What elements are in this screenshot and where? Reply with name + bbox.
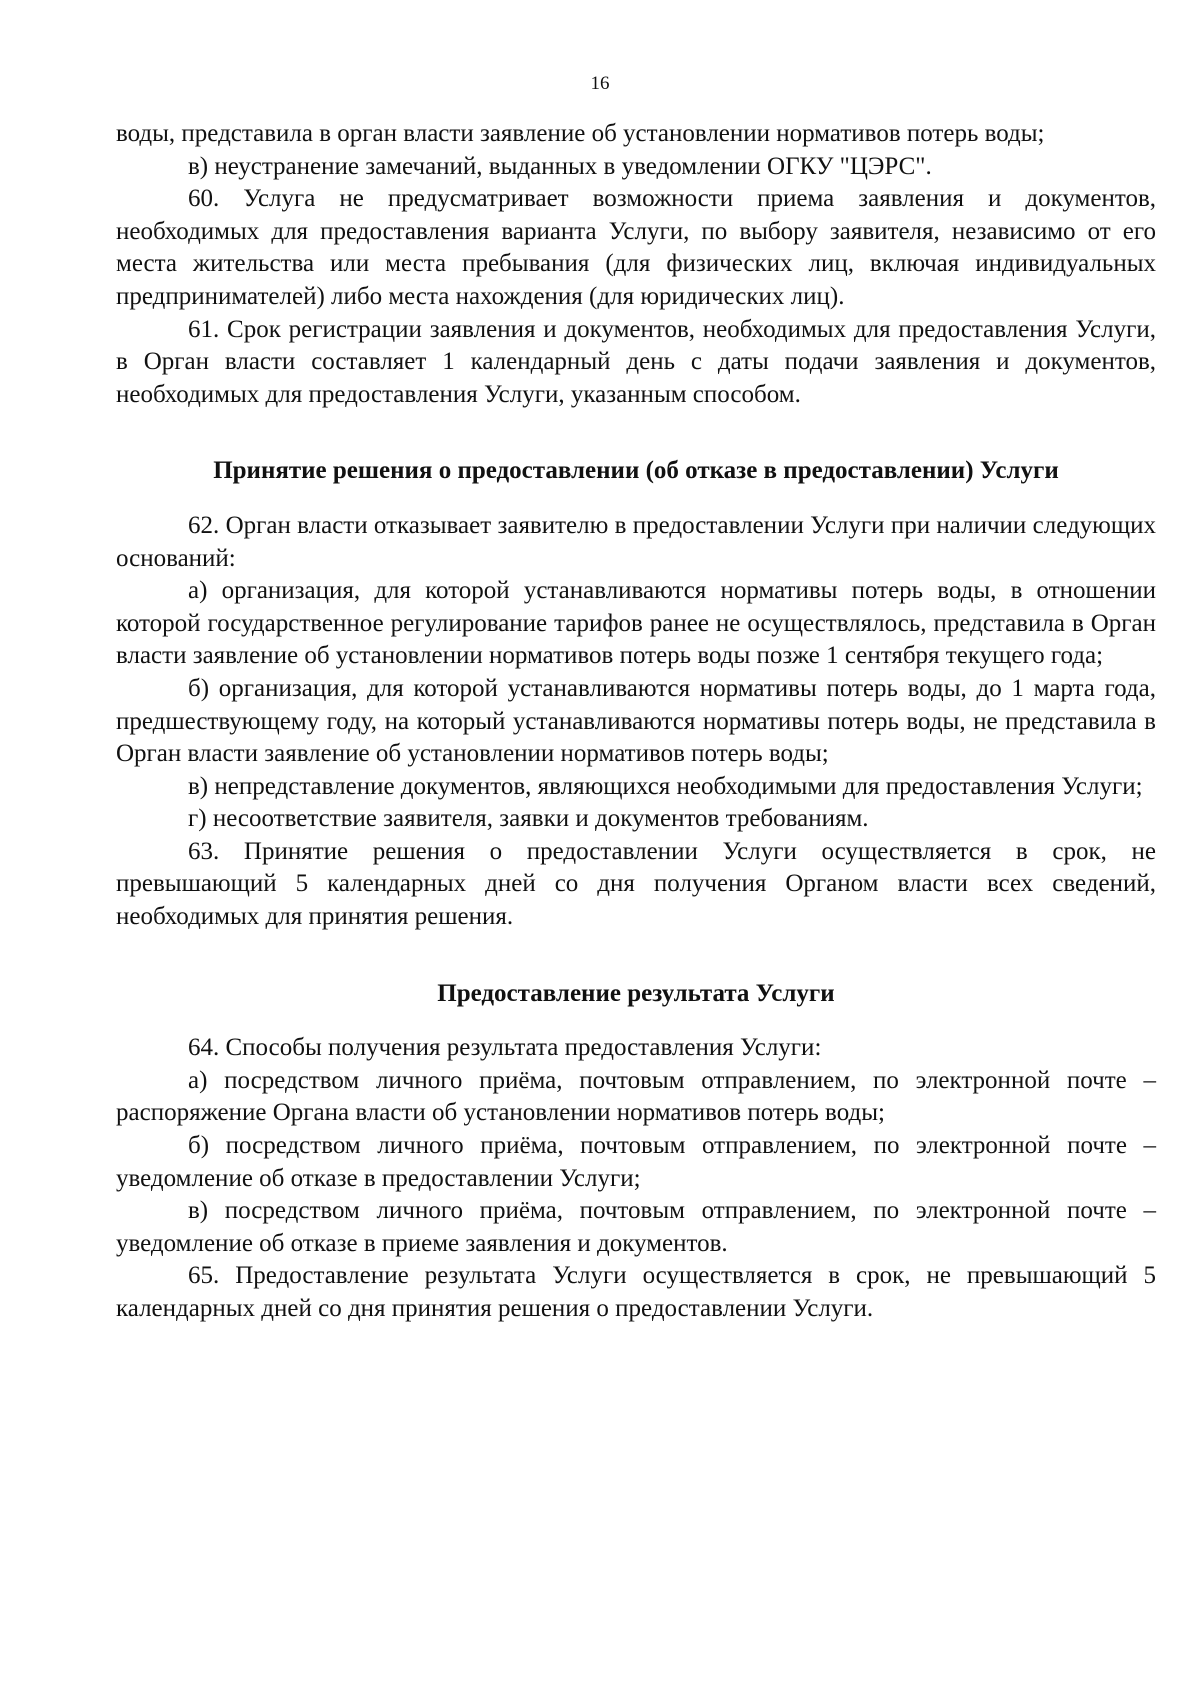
paragraph-61: 61. Срок регистрации заявления и документов, необходимых для предоставления Услуги, в Орган власти составляет 1 календарный день с даты подачи заявления и документов, необходимых для предоставления Услуги, указанным способом. <box>116 315 1156 408</box>
paragraph-62-v: в) непредставление документов, являющихся необходимыми для предоставления Услуги; <box>188 772 1143 800</box>
paragraph-64: 64. Способы получения результата предоставления Услуги: <box>188 1034 822 1062</box>
paragraph-64-b: б) посредством личного приёма, почтовым отправлением, по электронной почте – уведомление об отказе в предоставлении Услуги; <box>116 1132 1156 1192</box>
paragraph-64-v: в) посредством личного приёма, почтовым отправлением, по электронной почте – уведомление об отказе в приеме заявления и документов. <box>116 1197 1156 1257</box>
section-heading-result: Предоставление результата Услуги <box>437 979 835 1007</box>
page-number: 16 <box>590 73 610 94</box>
paragraph-64-a: а) посредством личного приёма, почтовым отправлением, по электронной почте – распоряжение Органа власти об установлении нормативов потерь воды; <box>116 1066 1156 1127</box>
document-body <box>116 118 1156 1326</box>
paragraph-62-b: б) организация, для которой устанавливаются нормативы потерь воды, до 1 марта года, предшествующему году, на который устанавливаются нормативы потерь воды, не представила в Орган власти заявление об установлении нормативов потерь воды; <box>116 674 1156 768</box>
paragraph-item-v-unresolved-remarks: в) неустранение замечаний, выданных в уведомлении ОГКУ "ЦЭРС". <box>188 152 932 180</box>
paragraph-62-a: а) организация, для которой устанавливаются нормативы потерь воды, в отношении которой государственное регулирование тарифов ранее не осуществлялось, представила в Орган власти заявление об установлении нормативов потерь воды позже 1 сентября текущего года; <box>116 577 1156 670</box>
paragraph-continuation: воды, представила в орган власти заявление об установлении нормативов потерь воды; <box>116 120 1045 147</box>
section-heading-decision: Принятие решения о предоставлении (об отказе в предоставлении) Услуги <box>213 457 1059 485</box>
paragraph-63: 63. Принятие решения о предоставлении Услуги осуществляется в срок, не превышающий 5 календарных дней со дня получения Органом власти всех сведений, необходимых для принятия решения. <box>116 837 1156 931</box>
paragraph-60: 60. Услуга не предусматривает возможности приема заявления и документов, необходимых для предоставления варианта Услуги, по выбору заявителя, независимо от его места жительства или места пребывания (для физических лиц, включая индивидуальных предпринимателей) либо места нахождения (для юридических лиц). <box>116 185 1156 310</box>
paragraph-62-g: г) несоответствие заявителя, заявки и документов требованиям. <box>188 805 869 833</box>
paragraph-62: 62. Орган власти отказывает заявителю в предоставлении Услуги при наличии следующих оснований: <box>116 511 1156 572</box>
paragraph-65: 65. Предоставление результата Услуги осуществляется в срок, не превышающий 5 календарных дней со дня принятия решения о предоставлении Услуги. <box>116 1262 1156 1322</box>
